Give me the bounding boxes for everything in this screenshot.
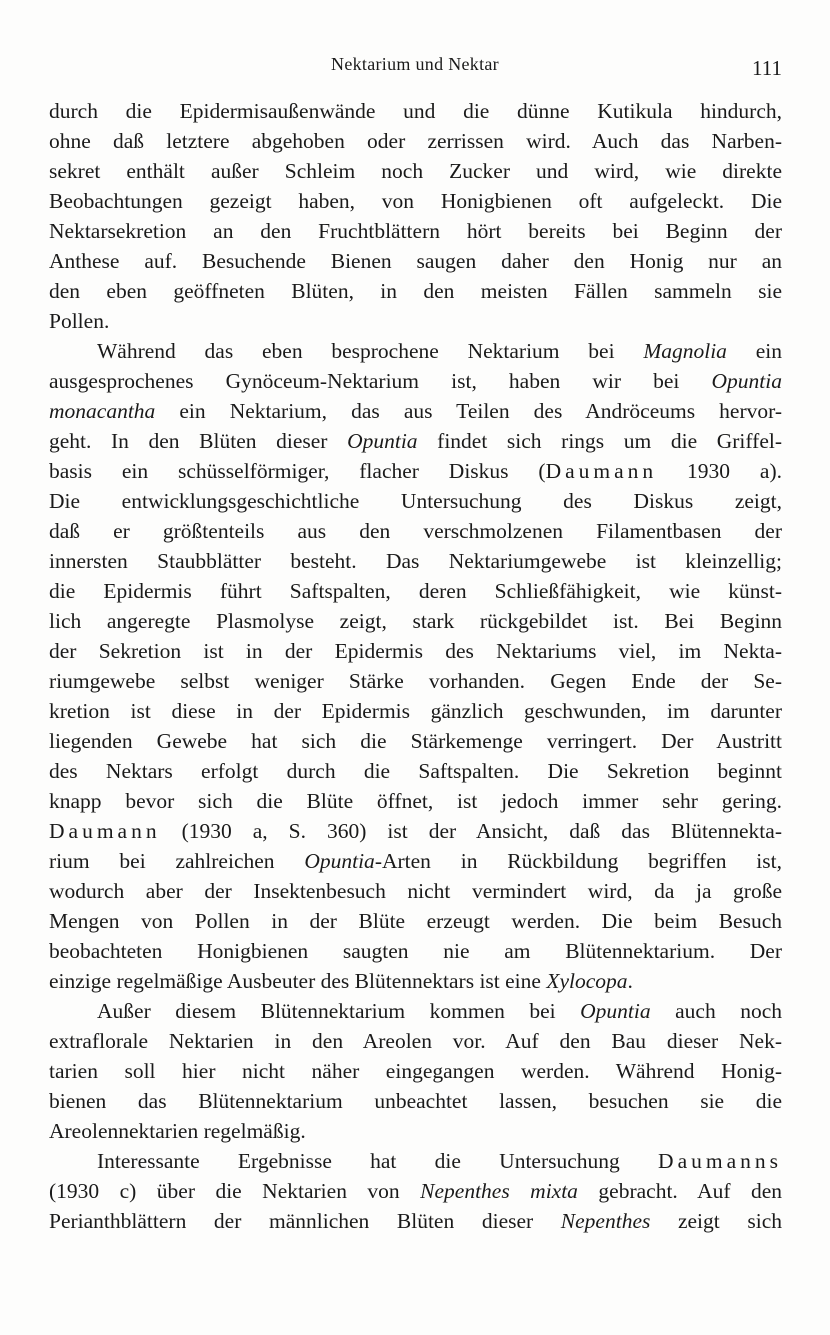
text-line [49, 816, 782, 846]
text-run: knapp bevor sich die Blüte öffnet, ist jedoch immer sehr gering. [49, 789, 782, 813]
text-run: Während das eben besprochene Nektarium bei [97, 339, 644, 363]
text-run: wodurch aber der Insektenbesuch nicht vermindert wird, da ja große [49, 879, 782, 903]
text-run: . [627, 969, 633, 993]
text-line [49, 606, 782, 636]
text-run: den eben geöffneten Blüten, in den meisten Fällen sammeln sie [49, 279, 782, 303]
text-line [49, 546, 782, 576]
text-line [49, 1086, 782, 1116]
text-line [49, 1146, 782, 1176]
text-line [49, 216, 782, 246]
text-run: beobachteten Honigbienen saugten nie am Blütennektarium. Der [49, 939, 782, 963]
text-run: innersten Staubblätter besteht. Das Nektariumgewebe ist kleinzellig; [49, 549, 782, 573]
text-run: Pollen. [49, 309, 110, 333]
author-name: Daumann [545, 459, 658, 483]
text-run: findet sich rings um die Griffel- [417, 429, 782, 453]
text-run: gebracht. Auf den [577, 1179, 782, 1203]
text-line [49, 996, 782, 1026]
text-run: Beobachtungen gezeigt haben, von Honigbienen oft aufgeleckt. Die [49, 189, 782, 213]
text-run: basis ein schüsselförmiger, flacher Diskus [49, 459, 509, 483]
text-run: zeigt sich [650, 1209, 782, 1233]
italic-term: Nepenthes [560, 1209, 651, 1233]
text-run: sekret enthält außer Schleim noch Zucker und wird, wie direkte [49, 159, 782, 183]
text-run: tarien soll hier nicht näher eingegangen werden. Während Honig- [49, 1059, 782, 1083]
text-line [49, 516, 782, 546]
text-run: Anthese auf. Besuchende Bienen saugen daher den Honig nur an [49, 249, 782, 273]
text-line [49, 336, 782, 366]
text-line [49, 246, 782, 276]
text-run: die Epidermis führt Saftspalten, deren Schließfähigkeit, wie künst- [49, 579, 782, 603]
text-line [49, 306, 782, 336]
text-run: der Sekretion ist in der Epidermis des Nektariums viel, im Nekta- [49, 639, 782, 663]
text-run: ohne daß letztere abgehoben oder zerrissen wird. Auch das Narben- [49, 129, 782, 153]
text-run: Interessante Ergebnisse hat die Untersuchung [97, 1149, 659, 1173]
text-line [49, 1116, 782, 1146]
text-run: einzige regelmäßige Ausbeuter des Blütennektars ist eine [49, 969, 547, 993]
text-run: lich angeregte Plasmolyse zeigt, stark rückgebildet ist. Bei Beginn [49, 609, 782, 633]
text-line [49, 1176, 782, 1206]
text-line [49, 126, 782, 156]
text-line [49, 756, 782, 786]
italic-term: Opuntia [304, 849, 375, 873]
page-header [48, 50, 782, 84]
text-run: (1930 c) über die Nektarien von [49, 1179, 421, 1203]
text-run: Mengen von Pollen in der Blüte erzeugt werden. Die beim Besuch [49, 909, 782, 933]
text-run: ein [726, 339, 782, 363]
italic-term: Magnolia [643, 339, 727, 363]
text-run: ein Nektarium, das aus Teilen des Andröceums hervor- [155, 399, 782, 423]
text-run: des Nektars erfolgt durch die Saftspalten. Die Sekretion beginnt [49, 759, 782, 783]
text-line [49, 966, 782, 996]
text-run: ( [538, 459, 546, 483]
italic-term: Opuntia [347, 429, 418, 453]
text-line [49, 876, 782, 906]
body-text [49, 96, 782, 1236]
text-line [49, 96, 782, 126]
text-run: extraflorale Nektarien in den Areolen vor. Auf den Bau dieser Nek- [49, 1029, 782, 1053]
text-run: Areolennektarien regelmäßig. [49, 1119, 306, 1143]
text-line [49, 846, 782, 876]
text-run: Außer diesem Blütennektarium kommen bei [97, 999, 581, 1023]
text-line [49, 666, 782, 696]
text-line [49, 636, 782, 666]
author-name: Daumann [49, 819, 161, 843]
text-run: geht. In den Blüten dieser [49, 429, 348, 453]
text-line [49, 156, 782, 186]
text-run: 1930 a). [657, 459, 782, 483]
text-line [49, 1026, 782, 1056]
text-line [49, 696, 782, 726]
text-run: Perianthblättern der männlichen Blüten dieser [49, 1209, 561, 1233]
text-line [49, 1056, 782, 1086]
author-name: Daumanns [658, 1149, 782, 1173]
text-run: (1930 a, S. 360) ist der Ansicht, daß das Blütennekta- [160, 819, 782, 843]
italic-term: Opuntia [711, 369, 782, 393]
text-line [49, 366, 782, 396]
text-run: ausgesprochenes Gynöceum-Nektarium ist, haben wir bei [49, 369, 712, 393]
text-line [49, 186, 782, 216]
text-run: auch noch [650, 999, 782, 1023]
text-run: Nektarsekretion an den Fruchtblättern hört bereits bei Beginn der [49, 219, 782, 243]
text-run: liegenden Gewebe hat sich die Stärkemenge verringert. Der Austritt [49, 729, 782, 753]
text-line [49, 786, 782, 816]
text-line [49, 456, 782, 486]
text-run: Die entwicklungsgeschichtliche Untersuchung des Diskus zeigt, [49, 489, 782, 513]
text-run: durch die Epidermisaußenwände und die dünne Kutikula hindurch, [49, 99, 782, 123]
running-title: Nektarium und Nektar [331, 54, 499, 74]
text-line [49, 906, 782, 936]
text-run: rium bei zahlreichen [49, 849, 305, 873]
text-line [49, 936, 782, 966]
italic-term: Nepenthes mixta [420, 1179, 578, 1203]
text-line [49, 396, 782, 426]
text-line [49, 576, 782, 606]
italic-term: monacantha [49, 399, 156, 423]
text-line [49, 726, 782, 756]
text-run: riumgewebe selbst weniger Stärke vorhanden. Gegen Ende der Se- [49, 669, 782, 693]
italic-term: Opuntia [580, 999, 651, 1023]
text-run: -Arten in Rückbildung begriffen ist, [374, 849, 782, 873]
page-number: 111 [752, 56, 782, 80]
text-run: bienen das Blütennektarium unbeachtet lassen, besuchen sie die [49, 1089, 782, 1113]
text-run: daß er größtenteils aus den verschmolzenen Filamentbasen der [49, 519, 782, 543]
text-line [49, 426, 782, 456]
text-line [49, 486, 782, 516]
text-line [49, 1206, 782, 1236]
text-line [49, 276, 782, 306]
italic-term: Xylocopa [546, 969, 628, 993]
text-run: kretion ist diese in der Epidermis gänzlich geschwunden, im darunter [49, 699, 782, 723]
